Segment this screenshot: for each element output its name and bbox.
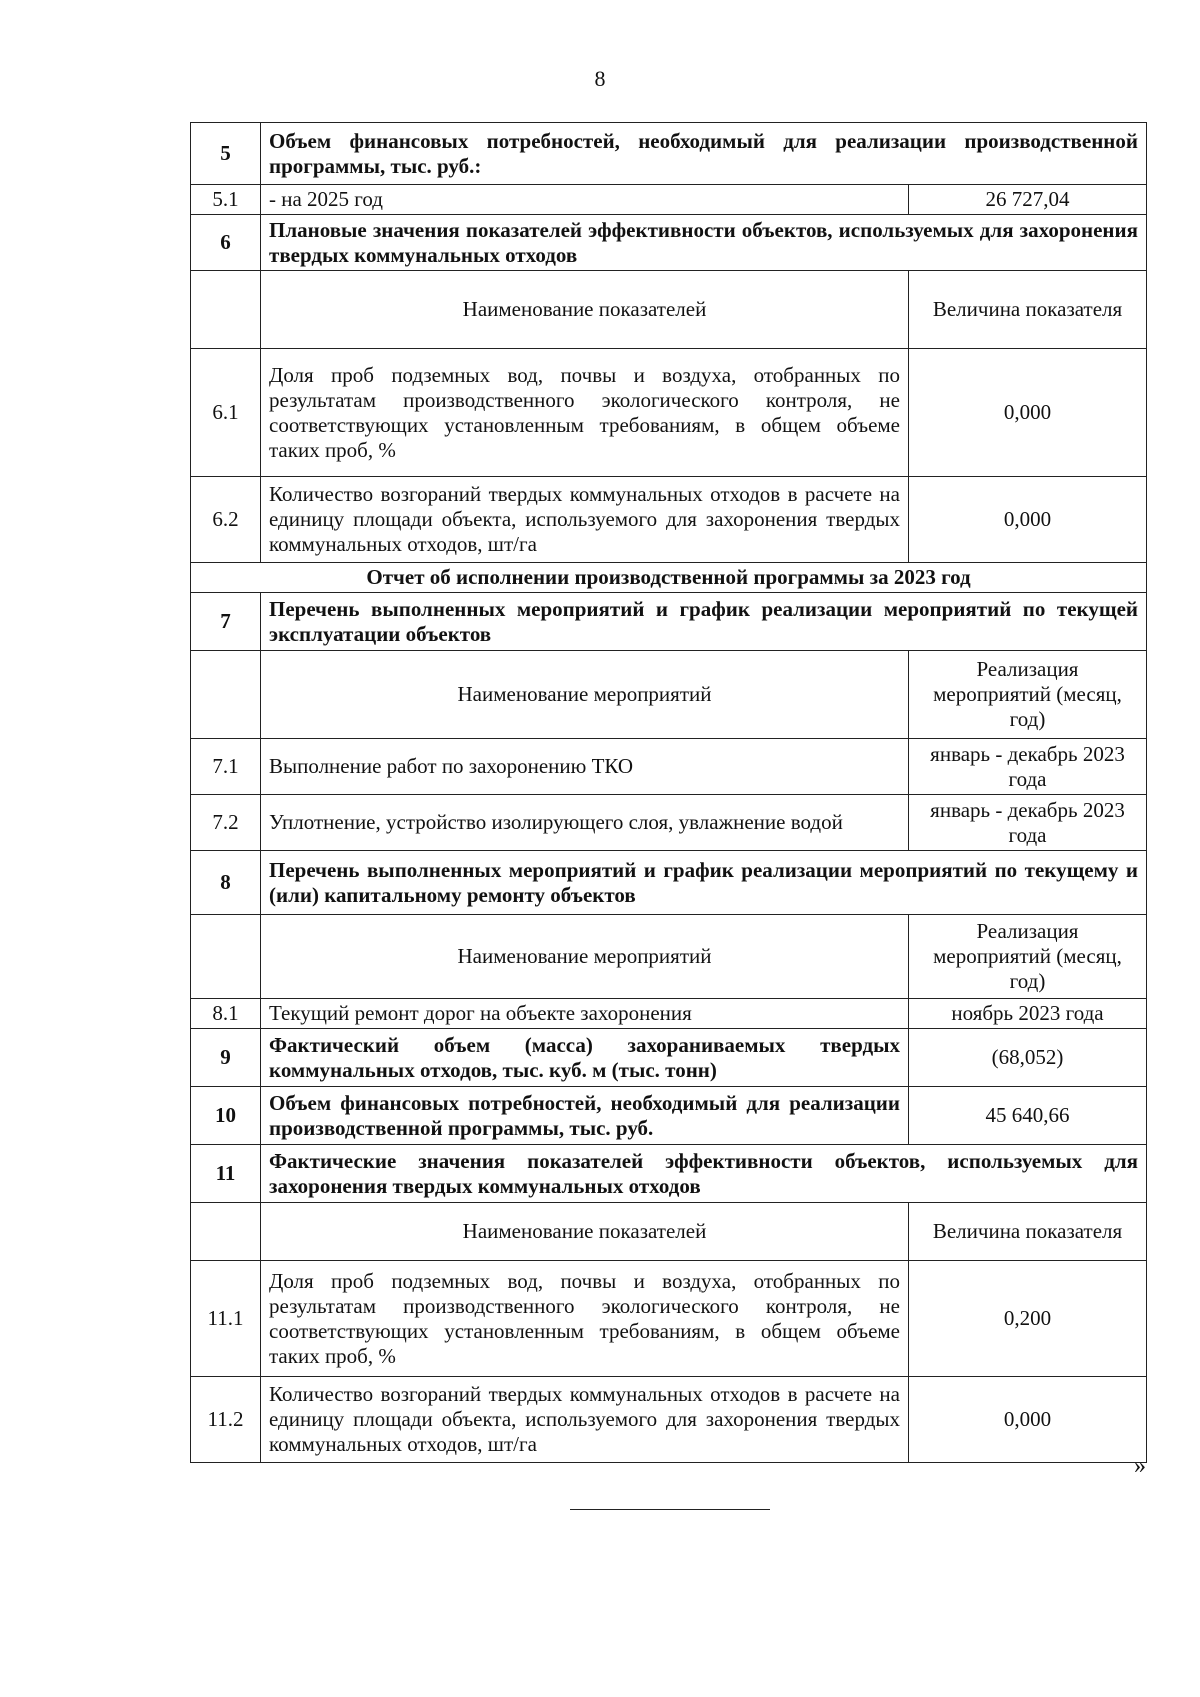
table-row (191, 651, 1147, 739)
row-text: Текущий ремонт дорог на объекте захоронения (261, 999, 909, 1029)
table-row (191, 1203, 1147, 1261)
table-row (191, 1087, 1147, 1145)
row-title: Объем финансовых потребностей, необходимый для реализации производственной программы, тыс. руб.: (261, 123, 1147, 185)
row-value: январь - декабрь 2023 года (909, 795, 1147, 851)
row-value: 0,000 (909, 477, 1147, 563)
table-row (191, 563, 1147, 593)
table-row (191, 999, 1147, 1029)
row-value: (68,052) (909, 1029, 1147, 1087)
table-row (191, 739, 1147, 795)
row-title: Плановые значения показателей эффективности объектов, используемых для захоронения твердых коммунальных отходов (261, 215, 1147, 271)
row-title: Фактические значения показателей эффективности объектов, используемых для захоронения твердых коммунальных отходов (261, 1145, 1147, 1203)
row-number: 11.1 (191, 1261, 261, 1377)
row-number: 11.2 (191, 1377, 261, 1463)
table-row (191, 123, 1147, 185)
row-title: Перечень выполненных мероприятий и график реализации мероприятий по текущему и (или) капитальному ремонту объектов (261, 851, 1147, 915)
row-number: 6.1 (191, 349, 261, 477)
row-value: январь - декабрь 2023 года (909, 739, 1147, 795)
column-header-name: Наименование показателей (261, 1203, 909, 1261)
column-header-name: Наименование показателей (261, 271, 909, 349)
row-text: Количество возгораний твердых коммунальных отходов в расчете на единицу площади объекта, используемого для захоронения твердых коммунальных отходов, шт/га (261, 1377, 909, 1463)
row-text: - на 2025 год (261, 185, 909, 215)
row-value: 26 727,04 (909, 185, 1147, 215)
row-number-empty (191, 1203, 261, 1261)
section-heading: Отчет об исполнении производственной программы за 2023 год (191, 563, 1147, 593)
row-number: 10 (191, 1087, 261, 1145)
table-row (191, 349, 1147, 477)
table-row (191, 1145, 1147, 1203)
table-row (191, 215, 1147, 271)
table-row (191, 477, 1147, 563)
row-number-empty (191, 915, 261, 999)
row-value: 0,200 (909, 1261, 1147, 1377)
table-row (191, 185, 1147, 215)
page-number: 8 (594, 66, 606, 91)
column-header-value: Реализация мероприятий (месяц, год) (909, 651, 1147, 739)
table-row (191, 1029, 1147, 1087)
row-text: Уплотнение, устройство изолирующего слоя, увлажнение водой (261, 795, 909, 851)
row-value: ноябрь 2023 года (909, 999, 1147, 1029)
table-row (191, 915, 1147, 999)
column-header-value: Величина показателя (909, 271, 1147, 349)
row-number: 7.2 (191, 795, 261, 851)
row-text: Доля проб подземных вод, почвы и воздуха, отобранных по результатам производственного экологического контроля, не соответствующих установленным требованиям, в общем объеме таких проб, % (261, 349, 909, 477)
column-header-name: Наименование мероприятий (261, 651, 909, 739)
row-value: 0,000 (909, 1377, 1147, 1463)
row-number: 5.1 (191, 185, 261, 215)
row-number: 11 (191, 1145, 261, 1203)
row-value: 0,000 (909, 349, 1147, 477)
row-number: 6 (191, 215, 261, 271)
row-value: 45 640,66 (909, 1087, 1147, 1145)
column-header-value: Реализация мероприятий (месяц, год) (909, 915, 1147, 999)
row-text: Фактический объем (масса) захораниваемых твердых коммунальных отходов, тыс. куб. м (тыс. тонн) (261, 1029, 909, 1087)
divider-line (570, 1509, 770, 1510)
row-number: 7.1 (191, 739, 261, 795)
table-row (191, 851, 1147, 915)
row-number-empty (191, 271, 261, 349)
row-number: 9 (191, 1029, 261, 1087)
column-header-name: Наименование мероприятий (261, 915, 909, 999)
table-row (191, 1261, 1147, 1377)
row-text: Количество возгораний твердых коммунальных отходов в расчете на единицу площади объекта, используемого для захоронения твердых коммунальных отходов, шт/га (261, 477, 909, 563)
row-number: 8.1 (191, 999, 261, 1029)
row-number: 5 (191, 123, 261, 185)
row-number: 7 (191, 593, 261, 651)
row-number: 8 (191, 851, 261, 915)
column-header-value: Величина показателя (909, 1203, 1147, 1261)
closing-quote-mark: » (1134, 1453, 1146, 1479)
table-row (191, 593, 1147, 651)
row-text: Объем финансовых потребностей, необходимый для реализации производственной программы, тыс. руб. (261, 1087, 909, 1145)
row-text: Выполнение работ по захоронению ТКО (261, 739, 909, 795)
row-text: Доля проб подземных вод, почвы и воздуха, отобранных по результатам производственного экологического контроля, не соответствующих установленным требованиям, в общем объеме таких проб, % (261, 1261, 909, 1377)
program-table (190, 122, 1147, 1463)
row-number-empty (191, 651, 261, 739)
table-row (191, 271, 1147, 349)
row-number: 6.2 (191, 477, 261, 563)
table-row (191, 795, 1147, 851)
table-row (191, 1377, 1147, 1463)
row-title: Перечень выполненных мероприятий и график реализации мероприятий по текущей эксплуатации объектов (261, 593, 1147, 651)
